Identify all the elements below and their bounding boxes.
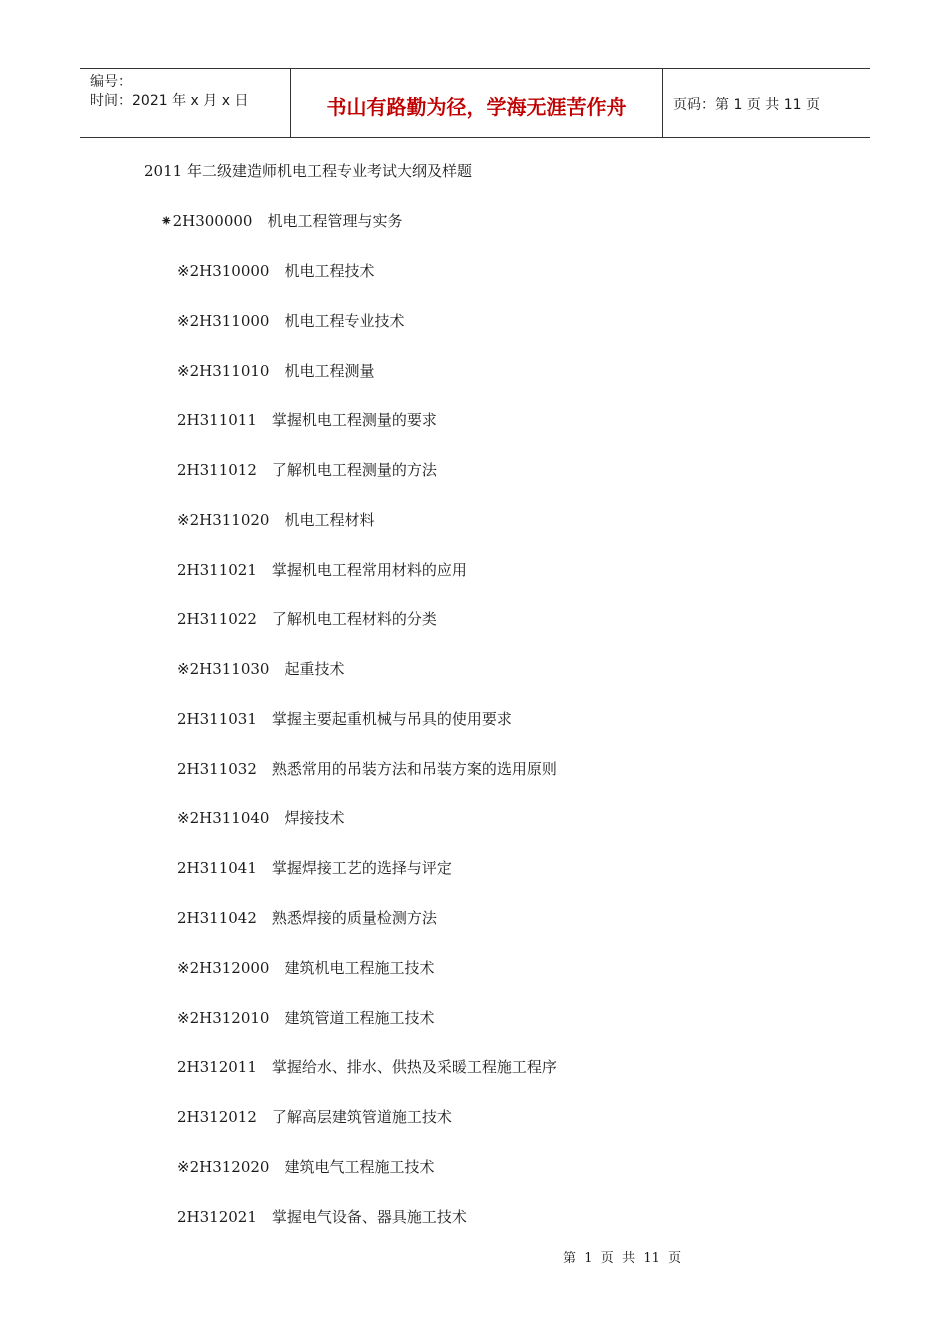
header-meta (80, 69, 291, 137)
outline-line: 2H311032 熟悉常用的吊装方法和吊装方案的选用原则 (177, 760, 557, 778)
outline-line: 2H311021 掌握机电工程常用材料的应用 (177, 561, 467, 579)
outline-line: 2H312012 了解高层建筑管道施工技术 (177, 1108, 452, 1126)
outline-line: ※2H311020 机电工程材料 (177, 511, 375, 529)
outline-line: 2H312021 掌握电气设备、器具施工技术 (177, 1208, 467, 1226)
time-label: 时间：2021 年 x 月 x 日 (90, 93, 249, 109)
outline-line: 2H312011 掌握给水、排水、供热及采暖工程施工程序 (177, 1058, 557, 1076)
outline-line: 2H311031 掌握主要起重机械与吊具的使用要求 (177, 710, 512, 728)
outline-line: ※2H311040 焊接技术 (177, 809, 345, 827)
outline-line: 2H311022 了解机电工程材料的分类 (177, 610, 437, 628)
page-header (80, 68, 870, 138)
outline-line: ※2H312020 建筑电气工程施工技术 (177, 1158, 435, 1176)
footer-page-number: 第 1 页 共 11 页 (563, 1251, 682, 1266)
outline-line: ※2H312010 建筑管道工程施工技术 (177, 1009, 435, 1027)
outline-line: ⁕2H300000 机电工程管理与实务 (160, 212, 403, 230)
outline-line: 2H311011 掌握机电工程测量的要求 (177, 411, 437, 429)
header-page-info: 页码：第 1 页 共 11 页 (673, 97, 820, 113)
outline-line: ※2H311010 机电工程测量 (177, 362, 375, 380)
outline-line: ※2H311030 起重技术 (177, 660, 345, 678)
outline-line: 2H311041 掌握焊接工艺的选择与评定 (177, 859, 452, 877)
number-label: 编号： (90, 74, 132, 90)
outline-line: 2H311012 了解机电工程测量的方法 (177, 461, 437, 479)
outline-line: ※2H310000 机电工程技术 (177, 262, 375, 280)
header-motto: 书山有路勤为径，学海无涯苦作舟 (291, 69, 663, 137)
document-title: 2011 年二级建造师机电工程专业考试大纲及样题 (144, 162, 472, 180)
outline-line: 2H311042 熟悉焊接的质量检测方法 (177, 909, 437, 927)
outline-line: ※2H312000 建筑机电工程施工技术 (177, 959, 435, 977)
outline-line: ※2H311000 机电工程专业技术 (177, 312, 405, 330)
